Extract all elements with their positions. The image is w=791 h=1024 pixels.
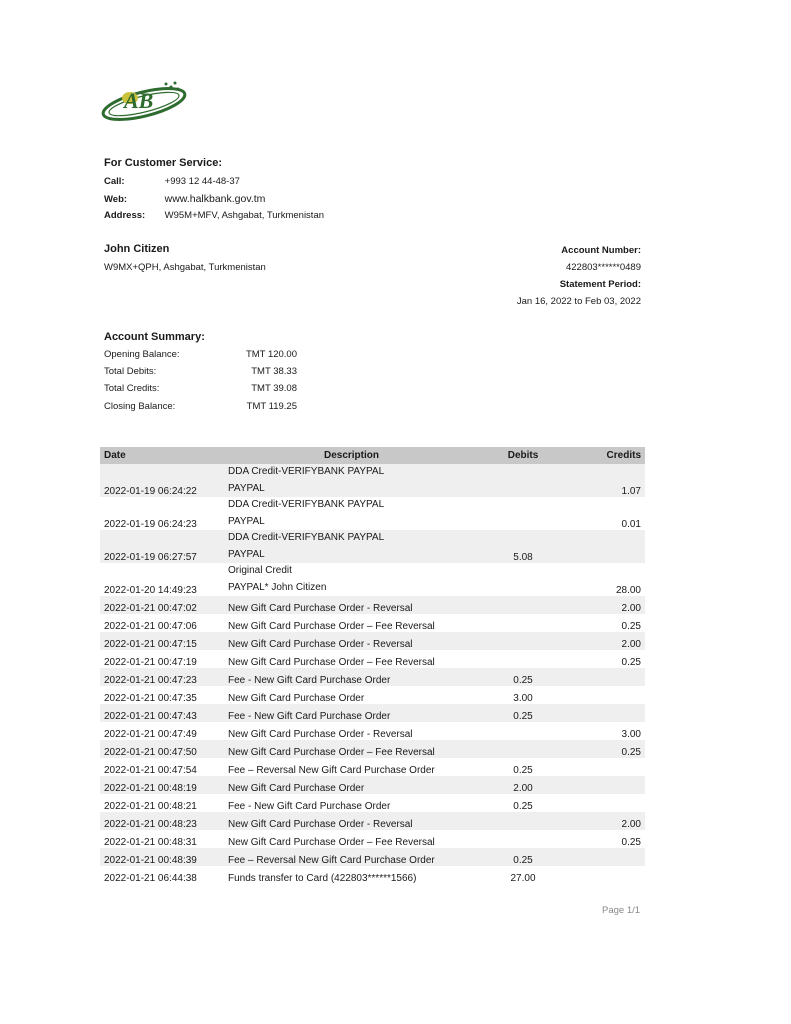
cell-debit bbox=[479, 596, 567, 614]
cell-credit: 2.00 bbox=[567, 632, 645, 650]
description-line: Fee - New Gift Card Purchase Order bbox=[228, 801, 391, 812]
cell-date: 2022-01-21 00:47:49 bbox=[104, 729, 197, 740]
cell-debit: 0.25 bbox=[479, 668, 567, 686]
header-debits: Debits bbox=[479, 447, 567, 464]
cell-date: 2022-01-21 00:48:21 bbox=[104, 801, 197, 812]
cell-credit bbox=[567, 776, 645, 794]
cell-debit: 0.25 bbox=[513, 765, 533, 776]
description-line: DDA Credit-VERIFYBANK PAYPAL bbox=[228, 499, 385, 510]
cell-description bbox=[224, 464, 479, 497]
table-row bbox=[100, 650, 645, 668]
cell-date: 2022-01-21 00:47:54 bbox=[104, 765, 197, 776]
cell-credit: 1.07 bbox=[567, 464, 645, 497]
cell-credit bbox=[567, 668, 645, 686]
customer-name: John Citizen bbox=[104, 243, 170, 255]
cell-description bbox=[224, 830, 479, 848]
web-label: Web: bbox=[104, 194, 128, 205]
cell-debit: 0.25 bbox=[479, 848, 567, 866]
cell-date: 2022-01-21 00:48:39 bbox=[100, 848, 224, 866]
table-row bbox=[100, 866, 645, 884]
cell-date: 2022-01-21 00:48:23 bbox=[100, 812, 224, 830]
cell-credit: 0.25 bbox=[567, 740, 645, 758]
summary-row-credits bbox=[104, 383, 297, 394]
account-number: 422803******0489 bbox=[565, 262, 641, 273]
account-summary-title: Account Summary: bbox=[104, 331, 205, 343]
table-header-row bbox=[100, 447, 645, 464]
transactions-table bbox=[100, 447, 645, 884]
customer-address: W9MX+QPH, Ashgabat, Turkmenistan bbox=[104, 262, 266, 273]
cell-date: 2022-01-21 06:44:38 bbox=[104, 873, 197, 884]
cell-debit bbox=[479, 650, 567, 668]
table-row bbox=[100, 722, 645, 740]
summary-label: Closing Balance: bbox=[104, 401, 176, 412]
summary-row-closing bbox=[104, 401, 297, 412]
description-line: DDA Credit-VERIFYBANK PAYPAL bbox=[228, 532, 385, 543]
cell-credit: 2.00 bbox=[567, 596, 645, 614]
cell-debit bbox=[479, 740, 567, 758]
cell-date: 2022-01-21 00:47:35 bbox=[104, 693, 197, 704]
table-row bbox=[100, 740, 645, 758]
description-line: Original Credit bbox=[228, 565, 292, 576]
summary-value: TMT 120.00 bbox=[245, 349, 297, 360]
header-description: Description bbox=[224, 447, 479, 464]
cell-credit: 28.00 bbox=[615, 585, 641, 596]
table-row bbox=[100, 848, 645, 866]
halkbank-logo-icon bbox=[100, 78, 192, 122]
description-line: DDA Credit-VERIFYBANK PAYPAL bbox=[228, 466, 385, 477]
cell-credit: 2.00 bbox=[567, 812, 645, 830]
summary-label: Total Debits: bbox=[104, 366, 157, 377]
cell-date: 2022-01-21 00:47:19 bbox=[104, 657, 197, 668]
cell-date: 2022-01-21 00:48:31 bbox=[104, 837, 197, 848]
cell-debit bbox=[479, 830, 567, 848]
summary-value: TMT 119.25 bbox=[246, 401, 297, 412]
cell-description bbox=[224, 722, 479, 740]
web-row bbox=[104, 193, 265, 209]
table-row bbox=[100, 704, 645, 722]
cell-date: 2022-01-21 00:47:23 bbox=[100, 668, 224, 686]
cell-date: 2022-01-21 00:47:06 bbox=[104, 621, 197, 632]
cell-debit: 27.00 bbox=[510, 873, 536, 884]
table-row bbox=[100, 497, 645, 530]
cell-credit: 0.25 bbox=[621, 621, 641, 632]
cell-description bbox=[224, 776, 479, 794]
cell-debit: 0.25 bbox=[513, 801, 533, 812]
summary-row-opening bbox=[104, 349, 297, 360]
cell-debit bbox=[479, 497, 567, 530]
summary-row-debits bbox=[104, 366, 297, 377]
description-line: New Gift Card Purchase Order bbox=[228, 693, 365, 704]
table-row bbox=[100, 563, 645, 596]
call-row bbox=[104, 176, 240, 192]
cell-description bbox=[224, 812, 479, 830]
cell-credit bbox=[567, 794, 645, 812]
cell-credit bbox=[567, 866, 645, 884]
cell-date: 2022-01-21 00:47:02 bbox=[100, 596, 224, 614]
cell-credit bbox=[567, 686, 645, 704]
cell-description bbox=[224, 686, 479, 704]
cell-debit bbox=[479, 722, 567, 740]
address-label: Address: bbox=[104, 210, 146, 221]
address-row bbox=[104, 210, 324, 226]
description-line: New Gift Card Purchase Order bbox=[228, 783, 365, 794]
cell-description bbox=[224, 650, 479, 668]
customer-service-title: For Customer Service: bbox=[104, 157, 222, 169]
description-line: PAYPAL* John Citizen bbox=[228, 582, 327, 593]
summary-value: TMT 39.08 bbox=[251, 383, 297, 394]
statement-period: Jan 16, 2022 to Feb 03, 2022 bbox=[516, 296, 641, 307]
table-row bbox=[100, 794, 645, 812]
cell-credit: 3.00 bbox=[621, 729, 641, 740]
cell-description bbox=[224, 668, 479, 686]
cell-debit bbox=[479, 614, 567, 632]
description-line: Fee - New Gift Card Purchase Order bbox=[228, 711, 391, 722]
cell-description bbox=[224, 794, 479, 812]
cell-date: 2022-01-21 00:47:50 bbox=[100, 740, 224, 758]
table-row bbox=[100, 758, 645, 776]
description-line: New Gift Card Purchase Order - Reversal bbox=[228, 603, 413, 614]
cell-credit bbox=[567, 530, 645, 563]
cell-date: 2022-01-21 00:48:19 bbox=[100, 776, 224, 794]
summary-label: Total Credits: bbox=[104, 383, 160, 394]
call-value: +993 12 44-48-37 bbox=[164, 176, 240, 187]
description-line: New Gift Card Purchase Order – Fee Reversal bbox=[228, 621, 435, 632]
account-number-label: Account Number: bbox=[561, 245, 641, 256]
cell-debit bbox=[479, 563, 567, 596]
description-line: New Gift Card Purchase Order - Reversal bbox=[228, 819, 413, 830]
address-value: W95M+MFV, Ashgabat, Turkmenistan bbox=[164, 210, 325, 221]
description-line: New Gift Card Purchase Order – Fee Reversal bbox=[228, 747, 435, 758]
table-row bbox=[100, 830, 645, 848]
cell-debit: 5.08 bbox=[479, 530, 567, 563]
table-row bbox=[100, 812, 645, 830]
cell-description bbox=[224, 704, 479, 722]
table-row bbox=[100, 464, 645, 497]
cell-description bbox=[224, 632, 479, 650]
description-line: New Gift Card Purchase Order - Reversal bbox=[228, 639, 413, 650]
cell-description bbox=[224, 614, 479, 632]
cell-credit bbox=[567, 704, 645, 722]
statement-period-label: Statement Period: bbox=[559, 279, 641, 290]
table-row bbox=[100, 686, 645, 704]
cell-date: 2022-01-19 06:27:57 bbox=[100, 530, 224, 563]
cell-description bbox=[224, 758, 479, 776]
cell-description bbox=[224, 530, 479, 563]
table-row bbox=[100, 668, 645, 686]
header-date: Date bbox=[100, 447, 224, 464]
cell-debit bbox=[479, 464, 567, 497]
transactions-body bbox=[100, 464, 645, 884]
cell-credit: 0.25 bbox=[621, 837, 641, 848]
cell-date: 2022-01-21 00:47:15 bbox=[100, 632, 224, 650]
cell-debit: 3.00 bbox=[513, 693, 533, 704]
cell-debit bbox=[479, 812, 567, 830]
cell-date: 2022-01-19 06:24:23 bbox=[104, 519, 197, 530]
table-row bbox=[100, 776, 645, 794]
cell-description bbox=[224, 866, 479, 884]
table-row bbox=[100, 632, 645, 650]
table-row bbox=[100, 596, 645, 614]
summary-value: TMT 38.33 bbox=[251, 366, 297, 377]
table-row bbox=[100, 614, 645, 632]
description-line: PAYPAL bbox=[228, 549, 265, 560]
cell-description bbox=[224, 596, 479, 614]
cell-description bbox=[224, 497, 479, 530]
description-line: Fee – Reversal New Gift Card Purchase Order bbox=[228, 765, 435, 776]
description-line: New Gift Card Purchase Order – Fee Reversal bbox=[228, 837, 435, 848]
header-credits: Credits bbox=[567, 447, 645, 464]
cell-debit: 0.25 bbox=[479, 704, 567, 722]
description-line: New Gift Card Purchase Order - Reversal bbox=[228, 729, 413, 740]
description-line: PAYPAL bbox=[228, 516, 265, 527]
description-line: Funds transfer to Card (422803******1566) bbox=[228, 873, 417, 884]
cell-description bbox=[224, 740, 479, 758]
svg-text:AB: AB bbox=[124, 88, 154, 113]
cell-date: 2022-01-21 00:47:43 bbox=[100, 704, 224, 722]
table-row bbox=[100, 530, 645, 563]
cell-description bbox=[224, 563, 479, 596]
page-number: Page 1/1 bbox=[602, 905, 641, 916]
cell-date: 2022-01-20 14:49:23 bbox=[104, 585, 197, 596]
description-line: Fee – Reversal New Gift Card Purchase Order bbox=[228, 855, 435, 866]
cell-debit: 2.00 bbox=[479, 776, 567, 794]
summary-label: Opening Balance: bbox=[104, 349, 180, 360]
cell-debit bbox=[479, 632, 567, 650]
description-line: Fee - New Gift Card Purchase Order bbox=[228, 675, 391, 686]
call-label: Call: bbox=[104, 176, 125, 187]
description-line: PAYPAL bbox=[228, 483, 265, 494]
cell-credit: 0.25 bbox=[621, 657, 641, 668]
cell-date: 2022-01-19 06:24:22 bbox=[100, 464, 224, 497]
cell-credit bbox=[567, 848, 645, 866]
cell-credit bbox=[567, 758, 645, 776]
web-link[interactable]: www.halkbank.gov.tm bbox=[164, 193, 266, 205]
description-line: New Gift Card Purchase Order – Fee Reversal bbox=[228, 657, 435, 668]
cell-description bbox=[224, 848, 479, 866]
cell-credit: 0.01 bbox=[621, 519, 641, 530]
